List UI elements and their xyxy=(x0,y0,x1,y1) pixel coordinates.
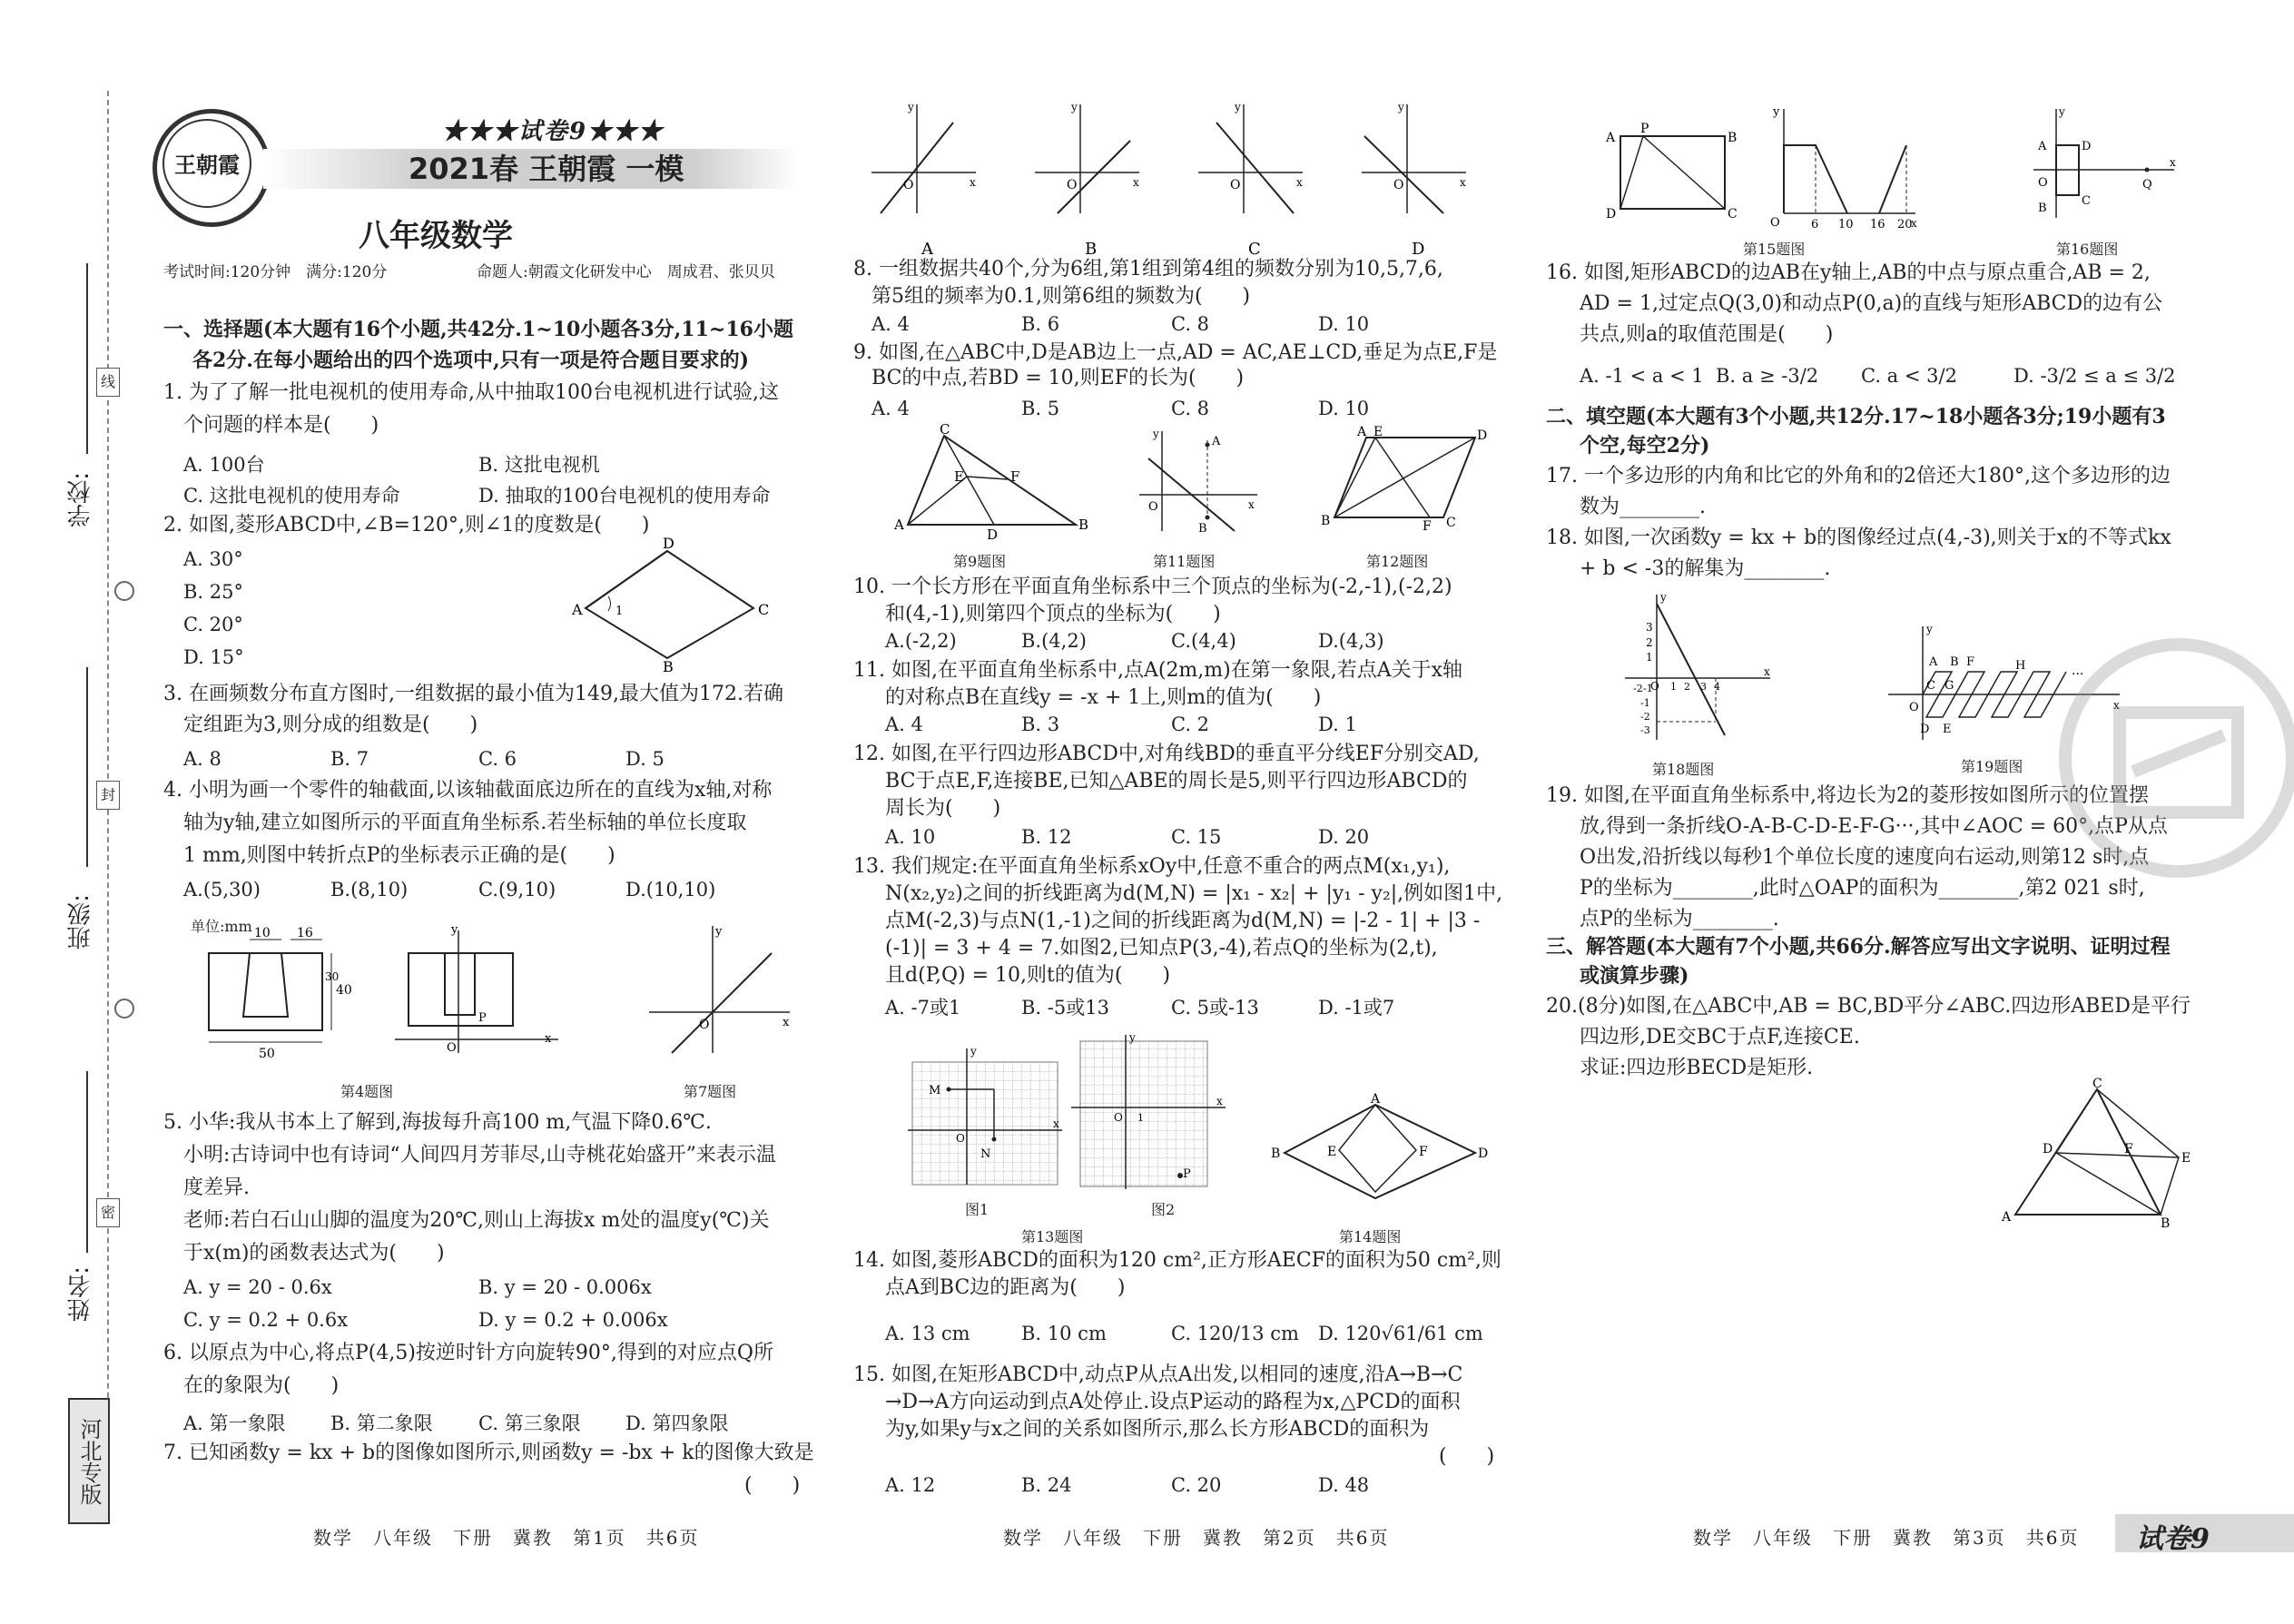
svg-text:y: y xyxy=(1773,105,1780,119)
svg-text:20: 20 xyxy=(1897,218,1913,231)
svg-text:C: C xyxy=(1728,207,1738,221)
q16-stem: 16. 如图,矩形ABCD的边AB在y轴上,AB的中点与原点重合,AB = 2, xyxy=(1546,261,2151,284)
svg-text:16: 16 xyxy=(1870,218,1885,231)
svg-text:O: O xyxy=(1114,1111,1123,1124)
q19-stem-cont3: P的坐标为________,此时△OAP的面积为________,第2 021 s时, xyxy=(1580,877,2145,900)
svg-text:D: D xyxy=(1478,1147,1489,1161)
q3-option-a[interactable]: A. 8 xyxy=(183,748,222,770)
svg-text:x: x xyxy=(1216,1095,1223,1107)
q7-caption: 第7题图 xyxy=(684,1083,737,1100)
q5-option-a[interactable]: A. y = 20 - 0.6x xyxy=(183,1276,332,1298)
svg-text:1: 1 xyxy=(1646,651,1653,664)
svg-text:A: A xyxy=(2038,140,2047,153)
class-label: 班级: xyxy=(67,894,94,950)
svg-text:E: E xyxy=(1943,723,1952,736)
q15-caption: 第15题图 xyxy=(1743,241,1806,258)
svg-text:Q: Q xyxy=(2142,178,2152,192)
svg-text:D: D xyxy=(1920,723,1930,736)
q13-stem-cont4: 且d(P,Q) = 10,则t的值为( ) xyxy=(885,964,1171,987)
q15-stem-cont1: →D→A方向运动到点A处停止.设点P运动的路程为x,△PCD的面积 xyxy=(885,1391,1461,1413)
q12-option-d[interactable]: D. 20 xyxy=(1318,826,1370,848)
svg-text:-1: -1 xyxy=(1640,697,1650,709)
q10-option-d[interactable]: D.(4,3) xyxy=(1318,630,1384,652)
q12-option-a[interactable]: A. 10 xyxy=(885,826,936,848)
q4-stem: 4. 小明为画一个零件的轴截面,以该轴截面底边所在的直线为x轴,对称 xyxy=(163,779,773,802)
svg-text:4: 4 xyxy=(1714,681,1720,693)
page-footer-1: 数学 八年级 下册 冀教 第1页 共6页 xyxy=(313,1527,700,1549)
q13-fig2-caption: 图2 xyxy=(1151,1201,1176,1218)
svg-text:x: x xyxy=(545,1032,552,1046)
svg-text:y: y xyxy=(1071,101,1078,113)
q14-option-b[interactable]: B. 10 cm xyxy=(1021,1323,1107,1344)
svg-text:O: O xyxy=(1148,500,1158,514)
svg-text:x: x xyxy=(783,1016,790,1029)
q14-option-d[interactable]: D. 120√61/61 cm xyxy=(1318,1323,1483,1344)
svg-text:O: O xyxy=(2038,176,2048,190)
svg-text:y: y xyxy=(715,925,723,939)
q1-option-c[interactable]: C. 这批电视机的使用寿命 xyxy=(183,485,400,507)
name-blank xyxy=(86,1071,88,1253)
q16-stem-cont2: 共点,则a的取值范围是( ) xyxy=(1580,323,1834,346)
q11-line-figure xyxy=(1135,427,1262,536)
q2-stem: 2. 如图,菱形ABCD中,∠B=120°,则∠1的度数是( ) xyxy=(163,514,650,536)
svg-text:y: y xyxy=(970,1045,977,1058)
q13-stem-cont3: (-1)| = 3 + 4 = 7.如图2,已知点P(3,-4),若点Q的坐标为(2,t), xyxy=(885,937,1438,960)
q13-option-c[interactable]: C. 5或-13 xyxy=(1171,997,1259,1019)
svg-text:G: G xyxy=(1944,679,1954,693)
svg-text:1: 1 xyxy=(1670,681,1677,693)
q17-stem-cont: 数为________. xyxy=(1580,496,1706,518)
q9-triangle-figure xyxy=(894,421,1089,543)
svg-text:···: ··· xyxy=(2072,667,2084,682)
sidebar xyxy=(0,0,154,1624)
seal-xian: 线 xyxy=(96,368,120,397)
q6-option-b[interactable]: B. 第二象限 xyxy=(330,1412,433,1434)
svg-text:A: A xyxy=(572,601,583,618)
svg-text:-1: -1 xyxy=(1643,683,1653,694)
section-3-heading-cont: 或演算步骤) xyxy=(1580,964,1689,988)
q7-paren: ( ) xyxy=(744,1474,801,1497)
svg-text:F: F xyxy=(1010,468,1020,485)
q4-caption: 第4题图 xyxy=(340,1083,394,1100)
seal-mi: 密 xyxy=(96,1198,120,1227)
q15-graph-figure xyxy=(1766,104,1920,231)
svg-text:y: y xyxy=(1660,591,1667,604)
q19-stem-cont2: O出发,沿折线以每秒1个单位长度的速度向右运动,则第12 s时,点 xyxy=(1580,846,2150,869)
q18-caption: 第18题图 xyxy=(1652,761,1715,778)
q12-stem: 12. 如图,在平行四边形ABCD中,对角线BD的垂直平分线EF分别交AD, xyxy=(853,743,1480,765)
svg-text:E: E xyxy=(954,468,964,485)
section-3-heading: 三、解答题(本大题有7个小题,共66分.解答应写出文字说明、证明过程 xyxy=(1546,935,2171,959)
q17-stem: 17. 一个多边形的内角和比它的外角和的2倍还大180°,这个多边形的边 xyxy=(1546,465,2171,487)
svg-text:O: O xyxy=(447,1041,457,1055)
svg-text:16: 16 xyxy=(297,926,313,940)
q13-option-d[interactable]: D. -1或7 xyxy=(1318,997,1395,1019)
q12-stem-cont2: 周长为( ) xyxy=(885,797,1001,820)
svg-text:B: B xyxy=(1950,655,1959,669)
q10-stem-cont: 和(4,-1),则第四个顶点的坐标为( ) xyxy=(885,603,1221,625)
svg-text:y: y xyxy=(1926,623,1933,635)
q15-rectangle-figure xyxy=(1602,118,1738,227)
q9-option-a[interactable]: A. 4 xyxy=(871,398,910,419)
q13-grid-figure-1 xyxy=(903,1044,1067,1189)
section-2-heading: 二、填空题(本大题有3个小题,共12分.17~18小题各3分;19小题有3 xyxy=(1546,405,2166,428)
q13-caption: 第13题图 xyxy=(1021,1228,1084,1245)
svg-text:D: D xyxy=(987,527,999,543)
svg-text:E: E xyxy=(1327,1145,1337,1159)
svg-text:D: D xyxy=(663,535,674,552)
svg-text:O: O xyxy=(699,1018,710,1032)
q10-option-a[interactable]: A.(-2,2) xyxy=(885,630,957,652)
q2-option-d[interactable]: D. 15° xyxy=(183,646,244,668)
svg-text:x: x xyxy=(1133,176,1139,189)
school-blank xyxy=(86,263,88,454)
svg-text:A: A xyxy=(1606,131,1616,145)
svg-text:E: E xyxy=(1373,425,1383,439)
exam-title: 2021春 王朝霞 一模 xyxy=(409,152,684,186)
q9-option-d[interactable]: D. 10 xyxy=(1318,398,1370,419)
q7-label-b: B xyxy=(1085,240,1098,259)
svg-text:N: N xyxy=(980,1147,991,1161)
q10-option-c[interactable]: C.(4,4) xyxy=(1171,630,1236,652)
q8-option-d[interactable]: D. 10 xyxy=(1318,313,1370,335)
q14-option-c[interactable]: C. 120/13 cm xyxy=(1171,1323,1299,1344)
svg-text:x: x xyxy=(1460,176,1466,189)
svg-text:B: B xyxy=(2161,1216,2171,1231)
svg-text:3: 3 xyxy=(1700,681,1707,693)
q16-option-b[interactable]: B. a ≥ -3/2 xyxy=(1716,365,1819,387)
q5-stem-cont3: 老师:若白石山山脚的温度为20℃,则山上海拔x m处的温度y(℃)关 xyxy=(183,1209,770,1232)
q3-option-c[interactable]: C. 6 xyxy=(478,748,517,770)
q11-caption: 第11题图 xyxy=(1153,553,1216,570)
q9-option-c[interactable]: C. 8 xyxy=(1171,398,1210,419)
brand-logo xyxy=(153,109,271,227)
q18-function-graph xyxy=(1620,590,1775,749)
svg-text:-3: -3 xyxy=(1640,724,1650,736)
q5-option-d[interactable]: D. y = 0.2 + 0.006x xyxy=(478,1309,668,1331)
q15-paren: ( ) xyxy=(1439,1445,1495,1468)
footer-paper-badge: 试卷9 xyxy=(2136,1523,2210,1555)
svg-text:D: D xyxy=(1606,207,1617,221)
q6-stem-cont: 在的象限为( ) xyxy=(183,1374,340,1397)
q20-stem-cont2: 求证:四边形BECD是矩形. xyxy=(1580,1057,1814,1079)
q13-stem-cont1: N(x₂,y₂)之间的折线距离为d(M,N) = |x₁ - x₂| + |y₁ - y₂|,例如图1中, xyxy=(885,882,1503,905)
page-footer-3: 数学 八年级 下册 冀教 第3页 共6页 xyxy=(1693,1527,2080,1549)
q1-stem: 1. 为了了解一批电视机的使用寿命,从中抽取100台电视机进行试验,这 xyxy=(163,381,779,404)
q7-label-c: C xyxy=(1248,240,1261,259)
svg-text:O: O xyxy=(1650,680,1659,693)
q8-stem: 8. 一组数据共40个,分为6组,第1组到第4组的频数分别为10,5,7,6, xyxy=(853,258,1443,281)
svg-text:40: 40 xyxy=(336,983,352,998)
svg-text:y: y xyxy=(2059,105,2065,118)
q20-triangle-figure xyxy=(1997,1077,2197,1231)
q16-option-a[interactable]: A. -1 < a < 1 xyxy=(1580,365,1704,387)
section-1-heading-cont: 各2分.在每小题给出的四个选项中,只有一项是符合题目要求的) xyxy=(192,349,750,372)
paper-badge: ★★★试卷9★★★ xyxy=(442,118,665,145)
svg-text:B: B xyxy=(2038,202,2047,215)
q19-caption: 第19题图 xyxy=(1961,758,2023,775)
svg-text:B: B xyxy=(1078,517,1089,533)
q14-caption: 第14题图 xyxy=(1339,1228,1402,1245)
svg-text:x: x xyxy=(1296,176,1303,189)
q9-option-b[interactable]: B. 5 xyxy=(1021,398,1060,419)
svg-text:C: C xyxy=(2082,194,2091,208)
q18-stem: 18. 如图,一次函数y = kx + b的图像经过点(4,-3),则关于x的不等式kx xyxy=(1546,527,2171,549)
q5-stem-cont2: 度差异. xyxy=(183,1176,250,1199)
svg-text:D: D xyxy=(2082,140,2092,153)
svg-text:A: A xyxy=(894,517,904,533)
q3-option-b[interactable]: B. 7 xyxy=(330,748,369,770)
q13-grid-figure-2 xyxy=(1067,1030,1230,1194)
svg-text:B: B xyxy=(1198,522,1207,536)
q15-option-a[interactable]: A. 12 xyxy=(885,1474,936,1496)
q16-stem-cont1: AD = 1,过定点Q(3,0)和动点P(0,a)的直线与矩形ABCD的边有公 xyxy=(1580,292,2163,315)
exam-time: 考试时间:120分钟 满分:120分 xyxy=(163,263,388,281)
q3-option-d[interactable]: D. 5 xyxy=(625,748,665,770)
q4-unit-label: 单位:mm xyxy=(191,918,252,935)
svg-text:2: 2 xyxy=(1646,636,1653,649)
q9-caption: 第9题图 xyxy=(953,553,1007,570)
seal-feng: 封 xyxy=(96,781,120,810)
q1-option-b[interactable]: B. 这批电视机 xyxy=(478,454,600,476)
q13-option-a[interactable]: A. -7或1 xyxy=(885,997,961,1019)
svg-text:30: 30 xyxy=(325,970,340,983)
q3-stem-cont: 定组距为3,则分成的组数是( ) xyxy=(183,714,478,736)
q5-stem: 5. 小华:我从书本上了解到,海拔每升高100 m,气温下降0.6℃. xyxy=(163,1111,712,1134)
svg-text:x: x xyxy=(1911,217,1917,230)
q11-option-d[interactable]: D. 1 xyxy=(1318,714,1357,735)
svg-text:O: O xyxy=(903,178,914,192)
svg-text:C: C xyxy=(1926,679,1935,693)
class-blank xyxy=(86,667,88,867)
svg-text:F: F xyxy=(1419,1145,1428,1159)
svg-text:50: 50 xyxy=(259,1047,275,1061)
q10-stem: 10. 一个长方形在平面直角坐标系中三个顶点的坐标为(-2,-1),(-2,2) xyxy=(853,576,1452,598)
svg-text:B: B xyxy=(1271,1147,1281,1161)
q9-stem: 9. 如图,在△ABC中,D是AB边上一点,AD = AC,AE⊥CD,垂足为点E,F是 xyxy=(853,341,1498,364)
svg-text:y: y xyxy=(1153,428,1159,440)
page-footer-2: 数学 八年级 下册 冀教 第2页 共6页 xyxy=(1003,1527,1390,1549)
edition-badge: 河北专版 xyxy=(68,1398,110,1524)
svg-text:O: O xyxy=(1393,178,1404,192)
q11-option-c[interactable]: C. 2 xyxy=(1171,714,1210,735)
q1-option-d[interactable]: D. 抽取的100台电视机的使用寿命 xyxy=(478,485,771,507)
q2-option-b[interactable]: B. 25° xyxy=(183,581,244,603)
q15-option-b[interactable]: B. 24 xyxy=(1021,1474,1072,1496)
q7-label-a: A xyxy=(921,240,933,259)
q19-stem-cont1: 放,得到一条折线O-A-B-C-D-E-F-G···,其中∠AOC = 60°,点P从点 xyxy=(1580,815,2168,838)
svg-text:F: F xyxy=(2124,1142,2133,1156)
q19-stem-cont4: 点P的坐标为________. xyxy=(1580,908,1779,930)
svg-text:x: x xyxy=(2170,156,2176,169)
svg-text:1: 1 xyxy=(615,605,624,618)
svg-text:x: x xyxy=(1764,665,1770,678)
q8-option-c[interactable]: C. 8 xyxy=(1171,313,1210,335)
svg-text:A: A xyxy=(1357,425,1367,439)
q10-option-b[interactable]: B.(4,2) xyxy=(1021,630,1087,652)
svg-text:C: C xyxy=(758,601,770,618)
q5-stem-cont4: 于x(m)的函数表达式为( ) xyxy=(183,1242,445,1265)
svg-text:6: 6 xyxy=(1811,218,1819,231)
q6-option-a[interactable]: A. 第一象限 xyxy=(183,1412,286,1434)
svg-text:C: C xyxy=(2092,1077,2102,1091)
q4-option-a[interactable]: A.(5,30) xyxy=(183,879,261,901)
q13-stem: 13. 我们规定:在平面直角坐标系xOy中,任意不重合的两点M(x₁,y₁), xyxy=(853,855,1451,878)
q14-rhombus-figure xyxy=(1271,1094,1489,1194)
q11-option-a[interactable]: A. 4 xyxy=(885,714,923,735)
q11-stem: 11. 如图,在平面直角坐标系中,点A(2m,m)在第一象限,若点A关于x轴 xyxy=(853,659,1463,682)
q15-option-c[interactable]: C. 20 xyxy=(1171,1474,1222,1496)
svg-text:F: F xyxy=(1423,519,1432,534)
svg-text:y: y xyxy=(1129,1031,1136,1044)
svg-text:y: y xyxy=(451,923,458,937)
svg-text:2: 2 xyxy=(1684,681,1690,693)
q13-stem-cont2: 点M(-2,3)与点N(1,-1)之间的折线距离为d(M,N) = |-2 - 1| + |3 - xyxy=(885,910,1481,932)
q20-stem: 20.(8分)如图,在△ABC中,AB = BC,BD平分∠ABC.四边形ABED是平行 xyxy=(1546,995,2191,1018)
q3-stem: 3. 在画频数分布直方图时,一组数据的最小值为149,最大值为172.若确 xyxy=(163,683,783,705)
svg-text:A: A xyxy=(1371,1092,1381,1107)
q8-option-a[interactable]: A. 4 xyxy=(871,313,910,335)
q20-stem-cont1: 四边形,DE交BC于点F,连接CE. xyxy=(1580,1026,1860,1048)
q7-function-graph xyxy=(635,921,799,1058)
q13-fig1-caption: 图1 xyxy=(965,1201,989,1218)
svg-text:A: A xyxy=(1212,435,1221,448)
svg-text:H: H xyxy=(2015,659,2026,673)
svg-text:3: 3 xyxy=(1646,621,1653,634)
svg-text:10: 10 xyxy=(254,926,271,940)
q6-option-d[interactable]: D. 第四象限 xyxy=(625,1412,729,1434)
q7-stem: 7. 已知函数y = kx + b的图像如图所示,则函数y = -bx + k的图像大致是 xyxy=(163,1442,814,1464)
exam-author: 命题人:朝霞文化研发中心 周成君、张贝贝 xyxy=(477,263,775,281)
svg-text:D: D xyxy=(1477,428,1488,443)
svg-text:y: y xyxy=(1235,101,1241,113)
q12-stem-cont1: BC于点E,F,连接BE,已知△ABE的周长是5,则平行四边形ABCD的 xyxy=(885,770,1468,792)
q2-option-c[interactable]: C. 20° xyxy=(183,614,243,635)
q16-caption: 第16题图 xyxy=(2056,241,2119,258)
svg-text:O: O xyxy=(1770,216,1780,230)
svg-text:C: C xyxy=(940,421,950,438)
q15-stem-cont2: 为y,如果y与x之间的关系如图所示,那么长方形ABCD的面积为 xyxy=(885,1418,1430,1441)
q11-option-b[interactable]: B. 3 xyxy=(1021,714,1060,735)
q12-option-c[interactable]: C. 15 xyxy=(1171,826,1222,848)
svg-text:F: F xyxy=(1966,655,1975,669)
svg-text:P: P xyxy=(478,1011,487,1025)
q5-option-b[interactable]: B. y = 20 - 0.006x xyxy=(478,1276,652,1298)
svg-text:P: P xyxy=(1640,122,1649,136)
svg-text:王朝霞: 王朝霞 xyxy=(174,152,240,178)
svg-text:x: x xyxy=(970,176,976,189)
svg-text:x: x xyxy=(2113,699,2120,712)
q16-rectangle-figure xyxy=(2024,104,2179,222)
svg-text:E: E xyxy=(2181,1151,2191,1166)
svg-text:P: P xyxy=(1183,1167,1191,1181)
svg-text:x: x xyxy=(1248,498,1255,511)
q14-stem: 14. 如图,菱形ABCD的面积为120 cm²,正方形AECF的面积为50 cm²,则 xyxy=(853,1249,1501,1272)
svg-text:O: O xyxy=(956,1132,965,1145)
q8-option-b[interactable]: B. 6 xyxy=(1021,313,1060,335)
svg-text:A: A xyxy=(2002,1210,2012,1225)
q9-stem-cont: BC的中点,若BD = 10,则EF的长为( ) xyxy=(871,367,1245,389)
svg-text:O: O xyxy=(1230,178,1241,192)
svg-text:1: 1 xyxy=(1137,1112,1144,1124)
q5-stem-cont1: 小明:古诗词中也有诗词“人间四月芳菲尽,山寺桃花始盛开”来表示温 xyxy=(183,1144,776,1166)
q1-stem-cont: 个问题的样本是( ) xyxy=(183,414,379,437)
q2-rhombus-figure xyxy=(567,535,776,675)
q7-label-d: D xyxy=(1412,240,1425,259)
q2-option-a[interactable]: A. 30° xyxy=(183,548,243,570)
q5-option-c[interactable]: C. y = 0.2 + 0.6x xyxy=(183,1309,349,1331)
q15-stem: 15. 如图,在矩形ABCD中,动点P从点A出发,以相同的速度,沿A→B→C xyxy=(853,1363,1463,1386)
q4-stem-cont1: 轴为y轴,建立如图所示的平面直角坐标系.若坐标轴的单位长度取 xyxy=(183,812,747,834)
watermark-stamp xyxy=(2043,626,2288,890)
hole-1 xyxy=(114,581,134,601)
svg-text:-2: -2 xyxy=(1633,683,1643,694)
hole-2 xyxy=(114,999,134,1019)
svg-text:M: M xyxy=(929,1084,941,1097)
name-label: 姓名: xyxy=(67,1266,94,1322)
q14-option-a[interactable]: A. 13 cm xyxy=(885,1323,970,1344)
q4-stem-cont2: 1 mm,则图中转折点P的坐标表示正确的是( ) xyxy=(183,844,615,867)
q6-stem: 6. 以原点为中心,将点P(4,5)按逆时针方向旋转90°,得到的对应点Q所 xyxy=(163,1342,773,1364)
subject-title: 八年级数学 xyxy=(359,218,513,254)
svg-text:y: y xyxy=(1398,101,1404,113)
svg-text:D: D xyxy=(2043,1142,2053,1156)
q19-stem: 19. 如图,在平面直角坐标系中,将边长为2的菱形按如图所示的位置摆 xyxy=(1546,784,2149,807)
q18-stem-cont: + b < -3的解集为________. xyxy=(1580,557,1831,580)
q13-option-b[interactable]: B. -5或13 xyxy=(1021,997,1109,1019)
svg-text:x: x xyxy=(1053,1117,1059,1130)
q12-caption: 第12题图 xyxy=(1366,553,1429,570)
q14-stem-cont: 点A到BC边的距离为( ) xyxy=(885,1276,1126,1299)
q7-option-graphs xyxy=(867,100,1466,259)
q4-option-d[interactable]: D.(10,10) xyxy=(625,879,716,901)
svg-text:A: A xyxy=(1929,655,1938,669)
svg-text:O: O xyxy=(1909,701,1919,714)
q11-stem-cont: 的对称点B在直线y = -x + 1上,则m的值为( ) xyxy=(885,686,1322,709)
q6-option-c[interactable]: C. 第三象限 xyxy=(478,1412,581,1434)
svg-text:B: B xyxy=(1728,131,1738,145)
q12-option-b[interactable]: B. 12 xyxy=(1021,826,1072,848)
q1-option-a[interactable]: A. 100台 xyxy=(183,454,265,476)
svg-text:y: y xyxy=(908,101,914,113)
svg-text:B: B xyxy=(1321,514,1331,528)
school-label: 学校: xyxy=(67,472,94,527)
q16-option-c[interactable]: C. a < 3/2 xyxy=(1861,365,1957,387)
section-1-heading: 一、选择题(本大题有16个小题,共42分.1~10小题各3分,11~16小题 xyxy=(163,318,793,341)
q4-option-b[interactable]: B.(8,10) xyxy=(330,879,409,901)
q12-parallelogram-figure xyxy=(1321,425,1488,534)
svg-text:-2: -2 xyxy=(1640,711,1650,723)
q15-option-d[interactable]: D. 48 xyxy=(1318,1474,1370,1496)
q8-stem-cont: 第5组的频率为0.1,则第6组的频数为( ) xyxy=(871,285,1251,308)
section-2-heading-cont: 个空,每空2分) xyxy=(1580,434,1710,458)
svg-text:B: B xyxy=(663,658,674,675)
q4-option-c[interactable]: C.(9,10) xyxy=(478,879,556,901)
svg-text:O: O xyxy=(1067,178,1078,192)
svg-text:C: C xyxy=(1446,516,1456,530)
svg-text:10: 10 xyxy=(1838,218,1854,231)
q16-option-d[interactable]: D. -3/2 ≤ a ≤ 3/2 xyxy=(2013,365,2176,387)
